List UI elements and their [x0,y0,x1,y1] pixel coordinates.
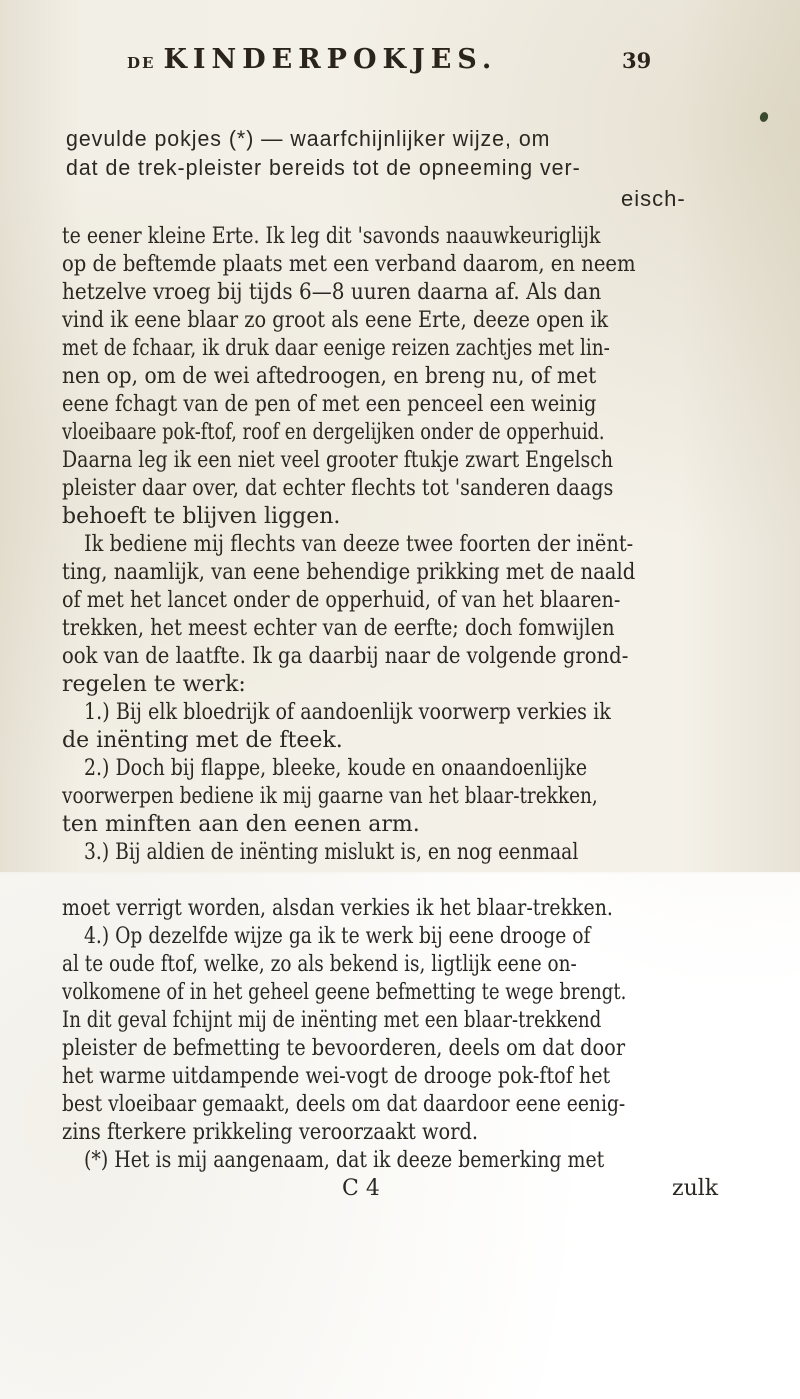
catchword: zulk [672,1176,719,1201]
text-line: behoeft te blijven liggen. [62,504,341,529]
text-line: zins fterkere prikkeling veroorzaakt word. [62,1120,479,1145]
text-line: pleister daar over, dat echter flechts tot 'sanderen daags [62,476,614,501]
text-line: 2.) Doch bij flappe, bleeke, koude en onaandoenlijke [84,756,588,781]
text-line: de inënting met de fteek. [62,728,343,753]
text-line: ten minften aan den eenen arm. [62,812,420,837]
text-line: best vloeibaar gemaakt, deels om dat daardoor eene eenig- [62,1092,626,1117]
text-line: vind ik eene blaar zo groot als eene Erte, deeze open ik [62,308,609,333]
text-line: 3.) Bij aldien de inënting mislukt is, en nog eenmaal [84,840,579,865]
text-line: Ik bediene mij flechts van deeze twee foorten der inënt- [84,532,634,557]
text-line: vloeibaare pok-ftof, roof en dergelijken onder de opperhuid. [62,420,605,445]
text-line: eene fchagt van de pen of met een penceel een weinig [62,392,597,417]
text-line: voorwerpen bediene ik mij gaarne van het blaar-trekken, [62,784,598,809]
text-line: al te oude ftof, welke, zo als bekend is, ligtlijk eene on- [62,952,577,977]
running-title-prefix: DE [127,54,156,72]
text-line: volkomene of in het geheel geene befmetting te wege brengt. [62,980,627,1005]
text-line: Daarna leg ik een niet veel grooter ftukje zwart Engelsch [62,448,614,473]
text-line: met de fchaar, ik druk daar eenige reizen zachtjes met lin- [62,336,610,361]
text-line: het warme uitdampende wei-vogt de drooge pok-ftof het [62,1064,611,1089]
text-line: pleister de befmetting te bevoorderen, deels om dat door [62,1036,626,1061]
text-line: gevulde pokjes (*) — waarfchijnlijker wijze, om [66,126,551,151]
text-line: ting, naamlijk, van eene behendige prikking met de naald [62,560,636,585]
text-line: In dit geval fchijnt mij de inënting met een blaar-trekkend [62,1008,602,1033]
text-line: eisch- [621,186,686,211]
text-line: trekken, het meest echter van de eerfte; doch fomwijlen [62,616,615,641]
page-number: 39 [622,48,652,73]
text-line: nen op, om de wei aftedroogen, en breng nu, of met [62,364,597,389]
text-line: ook van de laatfte. Ik ga daarbij naar de volgende grond- [62,644,629,669]
text-line: 4.) Op dezelfde wijze ga ik te werk bij eene drooge of [84,924,591,949]
text-line: te eener kleine Erte. Ik leg dit 'savonds naauwkeuriglijk [62,224,601,249]
running-title-main: KINDERPOKJES. [163,44,498,75]
signature-mark: C 4 [342,1176,380,1201]
text-line: moet verrigt worden, alsdan verkies ik het blaar-trekken. [62,896,613,921]
footnote-line: (*) Het is mij aangenaam, dat ik deeze bemerking met [84,1148,605,1173]
text-line: regelen te werk: [62,672,246,697]
text-line: hetzelve vroeg bij tijds 6—8 uuren daarna af. Als dan [62,280,602,305]
text-line: op de beftemde plaats met een verband daarom, en neem [62,252,636,277]
text-line: of met het lancet onder de opperhuid, of van het blaaren- [62,588,621,613]
text-line: 1.) Bij elk bloedrijk of aandoenlijk voorwerp verkies ik [84,700,611,725]
text-line: dat de trek-pleister bereids tot de opneeming ver- [66,155,581,180]
